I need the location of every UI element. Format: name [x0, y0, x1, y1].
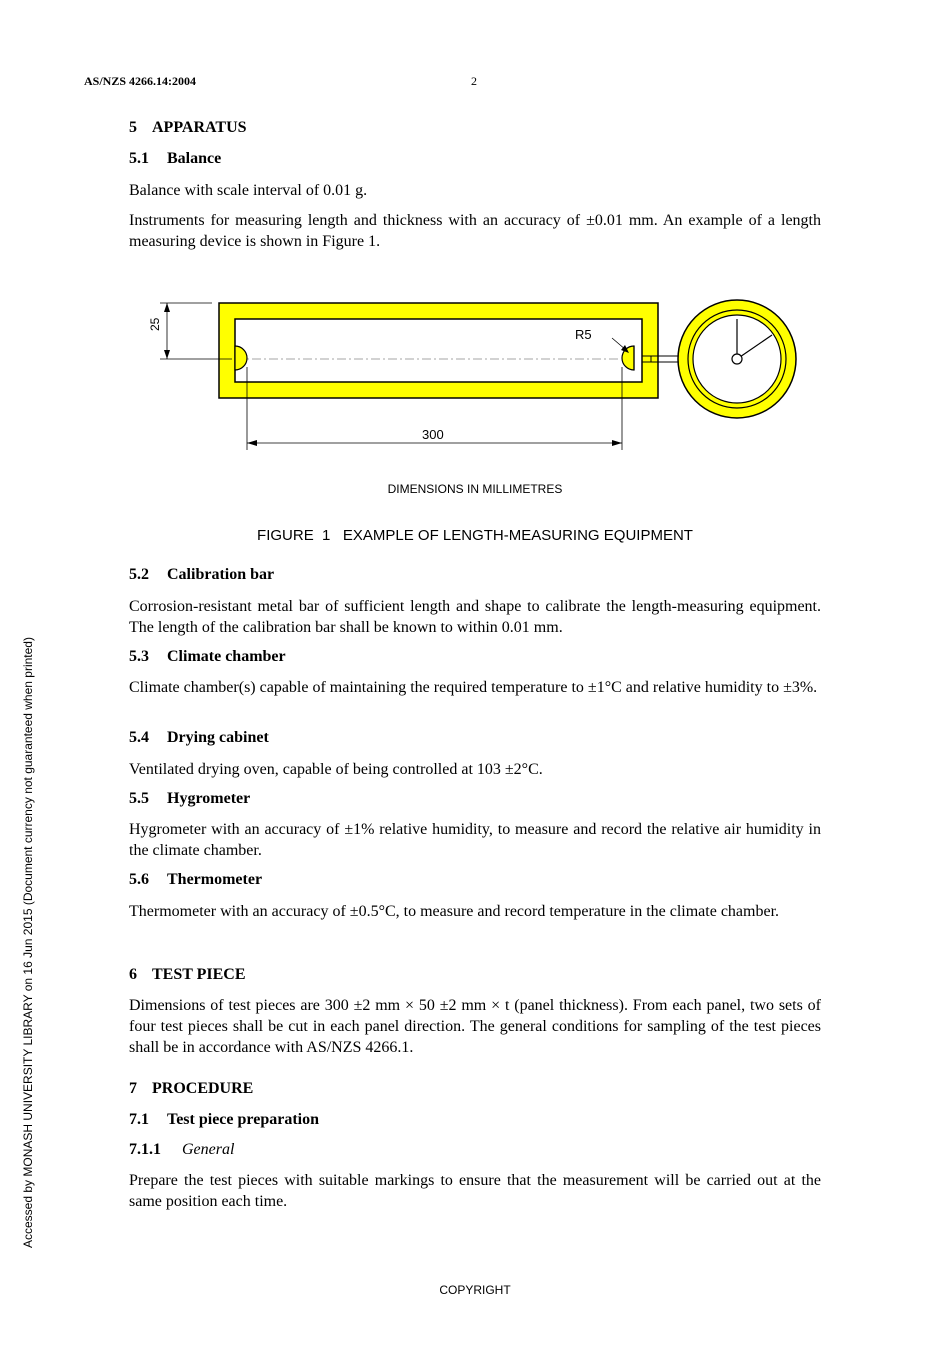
- section-5-3-heading: 5.3 Climate chamber: [129, 648, 286, 665]
- section-5-1-paragraph-1: Balance with scale interval of 0.01 g.: [129, 182, 368, 199]
- section-5-6-paragraph: Thermometer with an accuracy of ±0.5°C, to measure and record temperature in the climate chamber.: [129, 903, 780, 920]
- page-number: 2: [471, 74, 477, 88]
- dimension-radius-label: R5: [575, 327, 592, 342]
- section-7-heading: 7 PROCEDURE: [129, 1080, 254, 1097]
- section-5-5-paragraph: Hygrometer with an accuracy of ±1% relative humidity, to measure and record the relative air humidity in the climate chamber.: [129, 821, 821, 859]
- section-5-1-heading: 5.1 Balance: [129, 150, 222, 167]
- section-5-6-heading: 5.6 Thermometer: [129, 871, 263, 888]
- document-id: AS/NZS 4266.14:2004: [84, 74, 197, 88]
- section-5-4-paragraph: Ventilated drying oven, capable of being controlled at 103 ±2°C.: [129, 761, 543, 778]
- copyright-footer: COPYRIGHT: [439, 1283, 511, 1297]
- section-7-1-1-paragraph: Prepare the test pieces with suitable markings to ensure that the measurement will be carried out at the same position each time.: [129, 1172, 821, 1210]
- length-measuring-figure: [140, 290, 810, 460]
- left-anvil: [235, 346, 247, 370]
- section-6-paragraph: Dimensions of test pieces are 300 ±2 mm × 50 ±2 mm × t (panel thickness). From each panel, two sets of four test pieces shall be cut in each panel direction. The general conditions for sampling of the test pieces shall be in accordance with AS/NZS 4266.1.: [129, 997, 821, 1056]
- figure-note: DIMENSIONS IN MILLIMETRES: [387, 482, 563, 496]
- section-7-1-heading: 7.1 Test piece preparation: [129, 1111, 319, 1128]
- dimension-length-label: 300: [422, 427, 444, 442]
- measuring-frame: [219, 303, 658, 398]
- section-5-3-paragraph: Climate chamber(s) capable of maintaining the required temperature to ±1°C and relative humidity to ±3%.: [129, 679, 818, 696]
- section-5-1-paragraph-2: Instruments for measuring length and thickness with an accuracy of ±0.01 mm. An example of a length measuring device is shown in Figure 1.: [129, 212, 821, 250]
- section-5-4-heading: 5.4 Drying cabinet: [129, 729, 269, 746]
- figure-caption: FIGURE 1 EXAMPLE OF LENGTH-MEASURING EQUIPMENT: [257, 527, 693, 544]
- access-note: Accessed by MONASH UNIVERSITY LIBRARY on 16 Jun 2015 (Document currency not guaranteed when printed): [21, 637, 35, 1248]
- section-7-1-1-heading: 7.1.1 General: [129, 1141, 235, 1158]
- dimension-height-label: 25: [148, 317, 162, 331]
- section-5-heading: 5 APPARATUS: [129, 119, 247, 136]
- section-5-5-heading: 5.5 Hygrometer: [129, 790, 251, 807]
- section-5-2-heading: 5.2 Calibration bar: [129, 566, 275, 583]
- section-6-heading: 6 TEST PIECE: [129, 966, 246, 983]
- section-5-2-paragraph: Corrosion-resistant metal bar of sufficient length and shape to calibrate the length-measuring equipment. The length of the calibration bar shall be known to within 0.01 mm.: [129, 598, 821, 636]
